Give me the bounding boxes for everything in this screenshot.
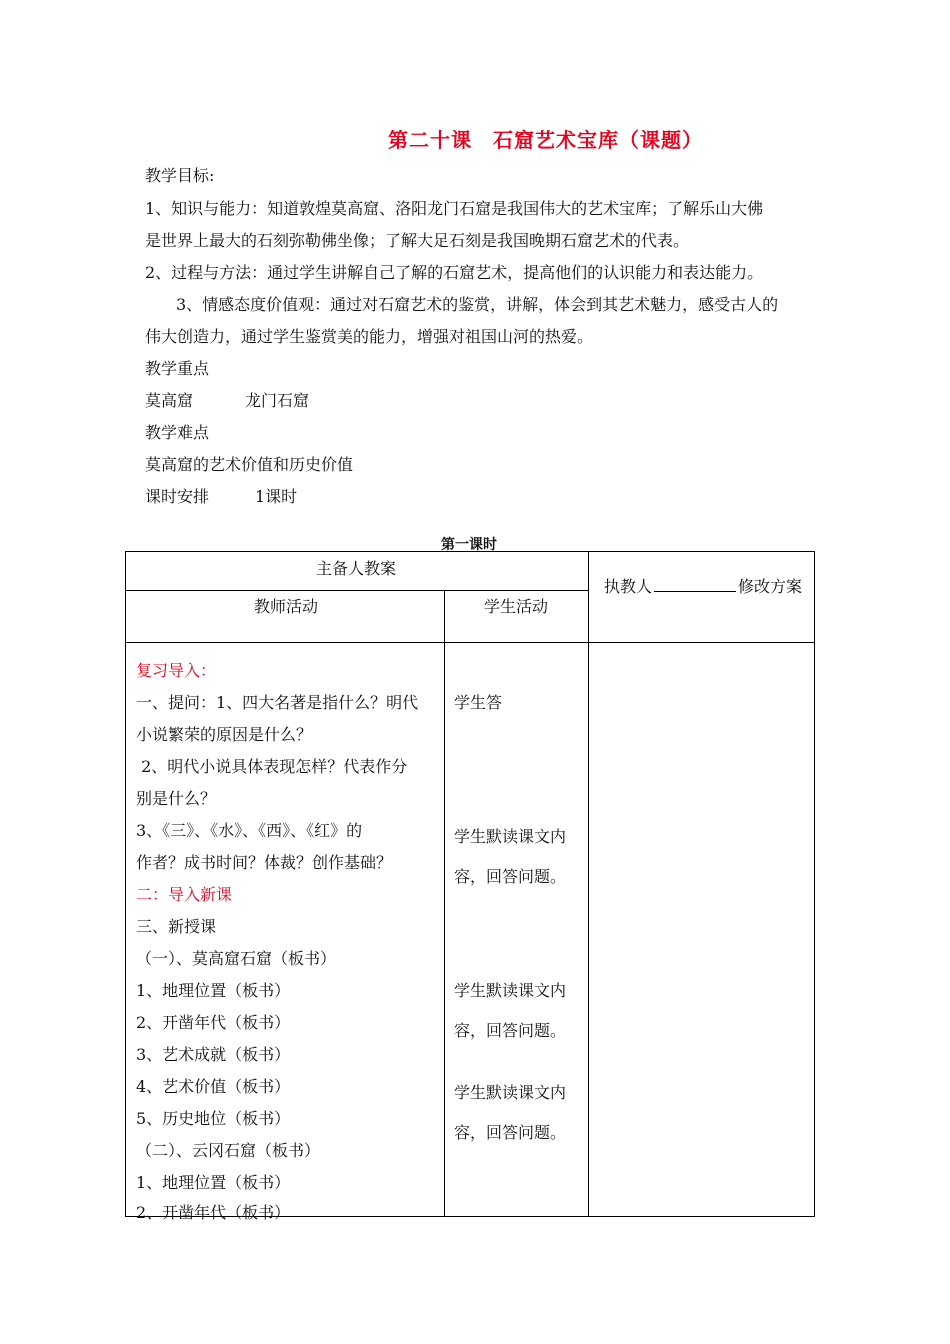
teacher-line: 小说繁荣的原因是什么？: [136, 725, 313, 744]
period-heading: 第一课时: [441, 537, 497, 553]
teacher-line: 一、提问：1、四大名著是指什么？明代: [136, 693, 419, 712]
table-rule-body: [126, 642, 814, 643]
student-line: 学生默读课文内: [454, 827, 567, 846]
student-line: 学生答: [454, 693, 503, 712]
student-line: 容，回答问题。: [454, 867, 567, 886]
revision-label: 修改方案: [738, 577, 803, 596]
teacher-line: （二）、云冈石窟（板书）: [136, 1141, 321, 1160]
objective-1-line-1: 1、知识与能力：知道敦煌莫高窟、洛阳龙门石窟是我国伟大的艺术宝库；了解乐山大佛: [145, 199, 764, 218]
schedule-label: 课时安排: [145, 487, 210, 506]
teacher-line: 1、地理位置（板书）: [136, 981, 291, 1000]
student-line: 容，回答问题。: [454, 1021, 567, 1040]
teacher-line: 2、明代小说具体表现怎样？代表作分: [136, 757, 408, 776]
teacher-line: 复习导入：: [136, 661, 217, 680]
objective-3-line-1: 3、情感态度价值观：通过对石窟艺术的鉴赏，讲解，体会到其艺术魅力，感受古人的: [176, 295, 779, 314]
table-divider-middle: [444, 590, 445, 1216]
teacher-line: 2、开凿年代（板书）: [136, 1013, 291, 1032]
teacher-activity-header: 教师活动: [254, 597, 319, 616]
key-point-b: 龙门石窟: [245, 391, 310, 410]
objective-3-line-2: 伟大创造力，通过学生鉴赏美的能力，增强对祖国山河的热爱。: [145, 327, 594, 346]
teacher-line: 2、开凿年代（板书）: [136, 1203, 291, 1222]
difficulty-heading: 教学难点: [145, 423, 210, 442]
page-title: 第二十课 石窟艺术宝库（课题）: [388, 128, 703, 152]
teacher-line: 三、新授课: [136, 917, 217, 936]
objective-1-line-2: 是世界上最大的石刻弥勒佛坐像；了解大足石刻是我国晚期石窟艺术的代表。: [145, 231, 690, 250]
teacher-line: 5、历史地位（板书）: [136, 1109, 291, 1128]
student-line: 学生默读课文内: [454, 1083, 567, 1102]
key-point-a: 莫高窟: [145, 391, 194, 410]
teacher-line: 二：导入新课: [136, 885, 233, 904]
table-rule-header: [126, 590, 588, 591]
executor-cell: [604, 574, 802, 597]
student-activity-header: 学生活动: [484, 597, 549, 616]
lesson-plan-table: [125, 551, 815, 1222]
teacher-line: 作者？成书时间？体裁？创作基础？: [136, 853, 393, 872]
schedule-value: 1课时: [255, 487, 298, 506]
key-points-heading: 教学重点: [145, 359, 210, 378]
table-divider-right: [588, 552, 589, 1216]
teacher-line: 别是什么？: [136, 789, 217, 808]
main-preparer-label: 主备人教案: [316, 559, 397, 578]
executor-blank: [654, 576, 736, 592]
teacher-line: 4、艺术价值（板书）: [136, 1077, 291, 1096]
teacher-line: 1、地理位置（板书）: [136, 1173, 291, 1192]
difficulty-text: 莫高窟的艺术价值和历史价值: [145, 455, 354, 474]
teacher-line: 3、《三》、《水》、《西》、《红》的: [136, 821, 363, 840]
objective-2: 2、过程与方法：通过学生讲解自己了解的石窟艺术，提高他们的认识能力和表达能力。: [145, 263, 764, 282]
student-line: 学生默读课文内: [454, 981, 567, 1000]
teacher-line: 3、艺术成就（板书）: [136, 1045, 291, 1064]
teacher-line: （一）、莫高窟石窟（板书）: [136, 949, 337, 968]
executor-label: 执教人: [604, 577, 653, 596]
objectives-heading: 教学目标:: [145, 166, 215, 185]
student-line: 容，回答问题。: [454, 1123, 567, 1142]
